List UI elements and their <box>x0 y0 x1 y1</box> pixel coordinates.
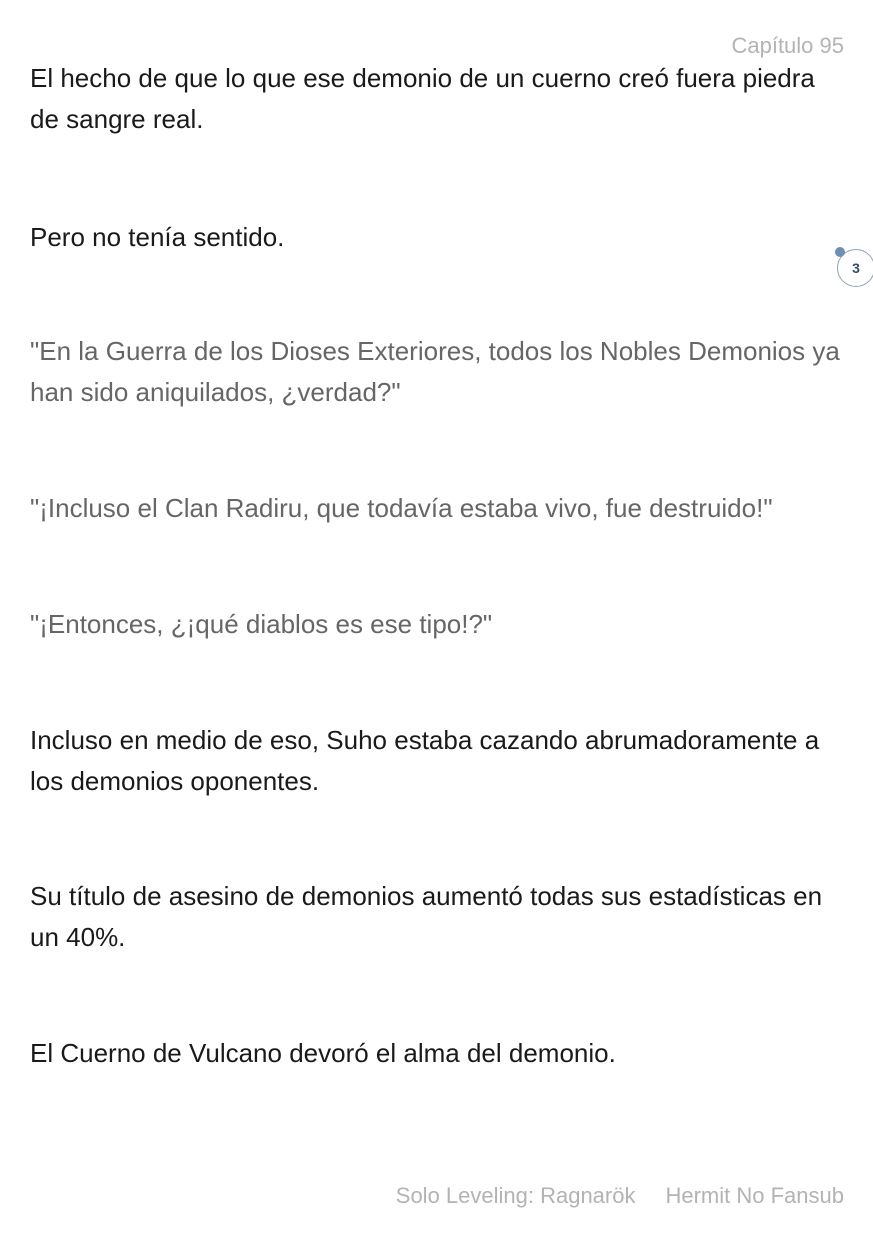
page-marker-dot-icon <box>835 247 845 257</box>
page-marker-number: 3 <box>852 260 860 276</box>
footer <box>396 1182 844 1210</box>
paragraph-dialogue: "¡Entonces, ¿¡qué diablos es ese tipo!?" <box>30 609 493 639</box>
footer-translator: Hermit No Fansub <box>665 1183 844 1208</box>
paragraph-narration: Su título de asesino de demonios aumentó todas sus estadísticas en un 40%. <box>30 881 823 952</box>
chapter-label: Capítulo 95 <box>731 33 844 58</box>
footer-novel-title: Solo Leveling: Ragnarök <box>395 1183 636 1208</box>
paragraph-narration: Pero no tenía sentido. <box>30 222 285 252</box>
paragraph-narration: El Cuerno de Vulcano devoró el alma del demonio. <box>30 1038 616 1068</box>
page-marker-button[interactable] <box>837 249 873 287</box>
paragraph-dialogue: "En la Guerra de los Dioses Exteriores, todos los Nobles Demonios ya han sido aniquilados, ¿verdad?" <box>30 336 840 407</box>
paragraph-dialogue: "¡Incluso el Clan Radiru, que todavía estaba vivo, fue destruido!" <box>30 493 773 523</box>
paragraph-narration: El hecho de que lo que ese demonio de un cuerno creó fuera piedra de sangre real. <box>30 63 815 134</box>
paragraph-narration: Incluso en medio de eso, Suho estaba cazando abrumadoramente a los demonios oponentes. <box>30 725 820 796</box>
